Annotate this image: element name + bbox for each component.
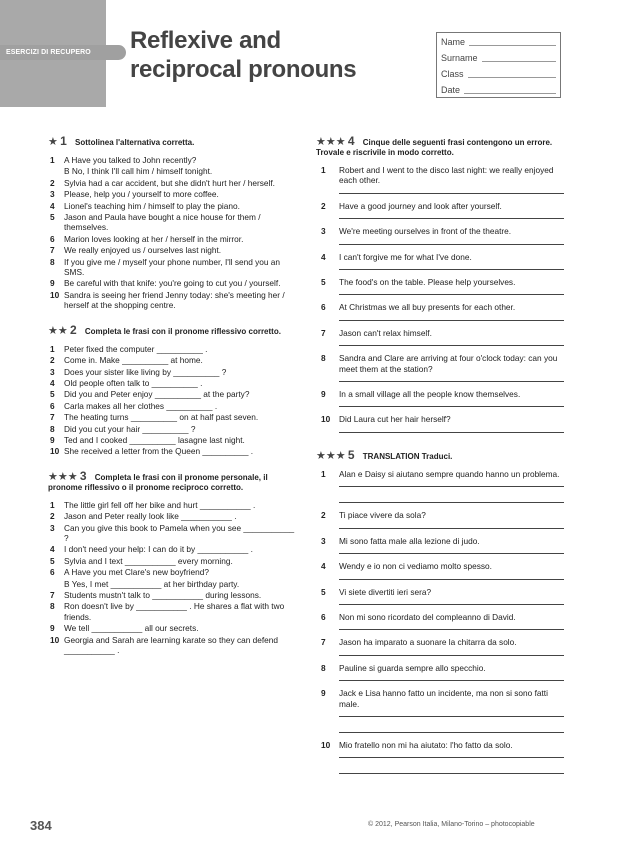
item-text: Come in. Make __________ at home. — [64, 355, 203, 366]
left-column — [48, 136, 300, 669]
item-text: B No, I think I'll call him / himself tonight. — [64, 166, 213, 177]
answer-line[interactable] — [339, 673, 564, 681]
exercise-item — [316, 201, 564, 222]
exercise-item — [48, 355, 300, 365]
item-text: Please, help you / yourself to more coffee. — [64, 189, 219, 200]
answer-line[interactable] — [339, 546, 564, 554]
title-line-2: reciprocal pronouns — [130, 56, 357, 83]
item-number: 4 — [321, 561, 326, 572]
item-text: Marion loves looking at her / herself in the mirror. — [64, 233, 244, 244]
exercise-item — [316, 328, 564, 349]
item-text: The little girl fell off her bike and hurt ___________ . — [64, 499, 256, 510]
item-text: Mi sono fatta male alla lezione di judo. — [339, 535, 480, 546]
item-text: Old people often talk to __________ . — [64, 377, 203, 388]
item-text: Sandra and Clare are arriving at four o'clock today: can you meet them at the station? — [339, 353, 558, 374]
exercise-item — [48, 590, 300, 600]
item-number: 9 — [321, 389, 326, 400]
exercise-instruction: Completa le frasi con il pronome riflessivo corretto. — [84, 326, 281, 336]
item-text: Sylvia had a car accident, but she didn't hurt her / herself. — [64, 177, 275, 188]
exercise-item — [48, 544, 300, 554]
exercise-3 — [48, 468, 300, 656]
item-number: 3 — [50, 522, 55, 533]
exercise-item — [48, 166, 300, 176]
exercise-item — [48, 257, 300, 278]
item-text: In a small village all the people know themselves. — [339, 389, 521, 400]
item-number: 8 — [321, 353, 326, 364]
page-number: 384 — [30, 818, 52, 833]
item-number: 1 — [321, 165, 326, 175]
item-text: The heating turns __________ on at half past seven. — [64, 412, 259, 423]
section-tab: ESERCIZI DI RECUPERO — [0, 45, 126, 60]
item-text: Lionel's teaching him / himself to play the piano. — [64, 200, 240, 211]
item-text: Jason and Paula have bought a nice house for them / themselves. — [64, 212, 261, 233]
exercise-3-list — [48, 500, 300, 656]
class-field[interactable]: Class — [441, 66, 556, 82]
exercise-item — [316, 688, 564, 736]
item-text: We're meeting ourselves in front of the theatre. — [339, 226, 512, 237]
exercise-3-heading — [48, 468, 300, 493]
exercise-item — [48, 389, 300, 399]
answer-line[interactable] — [339, 211, 564, 219]
item-number: 9 — [50, 278, 55, 289]
item-number: 6 — [321, 611, 326, 622]
item-number: 7 — [50, 590, 55, 600]
item-number — [48, 166, 64, 176]
exercise-item — [48, 344, 300, 354]
answer-line[interactable] — [339, 186, 564, 194]
exercise-item — [48, 623, 300, 633]
item-number: 8 — [50, 256, 55, 267]
exercise-2-list — [48, 344, 300, 457]
item-text: Sylvia and I text ___________ every morning. — [64, 555, 233, 566]
item-number: 5 — [50, 212, 55, 223]
item-number: 2 — [321, 510, 326, 521]
exercise-item — [316, 226, 564, 247]
exercise-2 — [48, 322, 300, 457]
exercise-item — [316, 389, 564, 410]
item-text: Students mustn't talk to ___________ during lessons. — [64, 590, 262, 600]
item-text: Mio fratello non mi ha aiutato: l'ho fatto da solo. — [339, 739, 513, 750]
item-text: Jason can't relax himself. — [339, 327, 432, 338]
exercise-item — [48, 435, 300, 445]
exercise-item — [48, 290, 300, 311]
item-text: Have a good journey and look after yourself. — [339, 200, 502, 211]
item-text: Ron doesn't live by ___________ . He shares a flat with two friends. — [64, 601, 285, 622]
exercise-4-heading — [316, 136, 564, 158]
exercise-item — [48, 201, 300, 211]
item-number: 10 — [50, 634, 60, 645]
item-text: Non mi sono ricordato del compleanno di David. — [339, 611, 516, 622]
item-number: 8 — [50, 601, 55, 612]
item-text: At Christmas we all buy presents for each other. — [339, 302, 516, 313]
item-number: 4 — [50, 377, 55, 388]
item-text: Be careful with that knife: you're going to cut you / yourself. — [64, 278, 281, 289]
item-number: 7 — [321, 327, 326, 338]
item-number: 2 — [321, 200, 326, 211]
exercise-item — [48, 579, 300, 589]
item-text: Vi siete divertiti ieri sera? — [339, 586, 432, 597]
answer-line[interactable] — [339, 761, 564, 774]
exercise-item — [48, 212, 300, 233]
item-number: 4 — [321, 251, 326, 262]
item-text: If you give me / myself your phone number, I'll send you an SMS. — [64, 256, 281, 278]
item-text: We tell ___________ all our secrets. — [64, 623, 199, 634]
exercise-item — [48, 424, 300, 434]
exercise-item — [48, 446, 300, 456]
exercise-item — [48, 178, 300, 188]
exercise-item — [48, 234, 300, 244]
answer-line[interactable] — [339, 313, 564, 321]
answer-line[interactable] — [339, 479, 564, 487]
exercise-item — [316, 740, 564, 777]
exercise-item — [316, 663, 564, 684]
item-number: 6 — [321, 302, 326, 313]
item-text: Carla makes all her clothes __________ . — [64, 400, 218, 411]
exercise-5 — [316, 447, 564, 777]
exercise-5-heading — [316, 447, 564, 462]
item-number: 7 — [50, 245, 55, 256]
answer-line[interactable] — [339, 338, 564, 346]
item-number: 2 — [50, 355, 55, 366]
item-number: 1 — [321, 468, 326, 479]
answer-line[interactable] — [339, 648, 564, 656]
exercise-1-heading — [48, 136, 300, 148]
exercise-number: 4 — [347, 134, 355, 148]
exercise-item — [48, 500, 300, 510]
exercise-instruction: Completa le frasi con il pronome personale, il pronome riflessivo o il pronome reciproco corretto. — [48, 472, 268, 492]
exercise-4-list — [316, 165, 564, 436]
difficulty-stars: ★★ — [48, 324, 68, 337]
exercise-item — [316, 165, 564, 197]
difficulty-stars: ★★★ — [316, 136, 346, 148]
item-number: 8 — [50, 423, 55, 434]
item-number: 3 — [50, 189, 55, 200]
exercise-1 — [48, 136, 300, 311]
exercise-number: 3 — [79, 468, 87, 483]
answer-line[interactable] — [339, 521, 564, 529]
exercise-item — [316, 637, 564, 658]
exercise-item — [48, 523, 300, 544]
item-number: 10 — [50, 446, 60, 457]
exercise-item — [48, 635, 300, 656]
item-text: A Have you talked to John recently? — [64, 155, 197, 165]
difficulty-stars: ★★★ — [48, 470, 78, 483]
item-number: 10 — [321, 414, 331, 425]
item-number: 4 — [50, 200, 55, 211]
right-column — [316, 136, 564, 791]
exercise-1-list — [48, 155, 300, 311]
item-text: The food's on the table. Please help yourselves. — [339, 277, 516, 288]
exercise-2-heading — [48, 322, 300, 337]
exercise-number: 5 — [347, 447, 355, 462]
item-number: 3 — [321, 535, 326, 546]
exercise-number: 1 — [60, 134, 67, 148]
item-number: 6 — [50, 233, 55, 244]
item-number: 10 — [50, 289, 60, 300]
exercise-item — [48, 511, 300, 521]
item-text: Alan e Daisy si aiutano sempre quando hanno un problema. — [339, 468, 560, 479]
exercise-item — [316, 414, 564, 435]
surname-field[interactable]: Surname — [441, 50, 556, 66]
item-number: 10 — [321, 739, 331, 750]
exercise-item — [316, 510, 564, 531]
item-number: 5 — [321, 586, 326, 597]
answer-line[interactable] — [339, 262, 564, 270]
item-number: 2 — [50, 511, 55, 522]
item-text: She received a letter from the Queen __________ . — [64, 446, 254, 457]
exercise-item — [48, 245, 300, 255]
item-text: Ti piace vivere da sola? — [339, 510, 426, 521]
exercise-item — [316, 612, 564, 633]
exercise-item — [48, 155, 300, 165]
item-number: 3 — [50, 366, 55, 377]
name-field[interactable]: Name — [441, 34, 556, 50]
item-text: We really enjoyed us / ourselves last night. — [64, 245, 222, 256]
exercise-instruction: TRANSLATION Traduci. — [362, 451, 453, 461]
item-number: 5 — [321, 277, 326, 288]
item-text: Jason ha imparato a suonare la chitarra da solo. — [339, 637, 517, 648]
exercise-item — [316, 252, 564, 273]
item-text: I can't forgive me for what I've done. — [339, 251, 472, 262]
exercise-item — [48, 556, 300, 566]
copyright-footer: © 2012, Pearson Italia, Milano-Torino – photocopiable — [368, 821, 535, 828]
item-number: 4 — [50, 544, 55, 555]
exercise-number: 2 — [69, 322, 77, 337]
item-number: 2 — [50, 177, 55, 188]
answer-line[interactable] — [339, 425, 564, 433]
item-text: Did you cut your hair __________ ? — [64, 423, 196, 434]
item-number — [48, 579, 64, 589]
answer-line[interactable] — [339, 622, 564, 630]
answer-line[interactable] — [339, 720, 564, 733]
exercise-item — [48, 401, 300, 411]
exercise-item — [316, 536, 564, 557]
item-number: 5 — [50, 555, 55, 566]
item-number: 1 — [50, 155, 55, 165]
item-number: 7 — [50, 412, 55, 423]
answer-line[interactable] — [339, 399, 564, 407]
exercise-item — [316, 277, 564, 298]
item-text: Jason and Peter really look like ___________ . — [64, 511, 237, 522]
exercise-item — [48, 278, 300, 288]
item-number: 1 — [50, 499, 55, 510]
answer-line[interactable] — [339, 287, 564, 295]
item-text: Did you and Peter enjoy __________ at the party? — [64, 389, 250, 400]
exercise-instruction: Cinque delle seguenti frasi contengono un errore. Trovale e riscrivile in modo corretto. — [316, 138, 553, 157]
exercise-item — [316, 302, 564, 323]
exercise-4 — [316, 136, 564, 436]
item-text: Georgia and Sarah are learning karate so they can defend ___________ . — [64, 634, 279, 656]
item-text: I don't need your help: I can do it by ___________ . — [64, 544, 253, 555]
answer-line[interactable] — [339, 709, 564, 717]
item-number: 9 — [50, 434, 55, 445]
student-info-box — [436, 32, 561, 98]
difficulty-stars: ★ — [48, 136, 58, 148]
item-text: Robert and I went to the disco last night: we really enjoyed each other. — [339, 165, 554, 186]
exercise-item — [316, 353, 564, 385]
item-text: A Have you met Clare's new boyfriend? — [64, 567, 210, 578]
item-number: 8 — [321, 662, 326, 673]
item-text: Wendy e io non ci vediamo molto spesso. — [339, 561, 492, 572]
exercise-item — [48, 567, 300, 577]
exercise-item — [48, 601, 300, 622]
item-text: Can you give this book to Pamela when you see ___________ ? — [64, 522, 295, 543]
exercise-item — [48, 189, 300, 199]
exercise-item — [48, 367, 300, 377]
item-text: Does your sister like living by __________ ? — [64, 366, 227, 377]
item-number: 1 — [50, 343, 55, 354]
item-text: Sandra is seeing her friend Jenny today: she's meeting her / herself at the shopping centre. — [64, 289, 285, 311]
answer-line[interactable] — [339, 750, 564, 758]
exercise-item — [48, 378, 300, 388]
answer-line[interactable] — [339, 490, 564, 503]
answer-line[interactable] — [339, 597, 564, 605]
exercise-item — [316, 587, 564, 608]
exercise-item — [316, 561, 564, 582]
item-number: 3 — [321, 226, 326, 237]
item-text: Peter fixed the computer __________ . — [64, 343, 208, 354]
item-number: 9 — [50, 623, 55, 634]
date-field[interactable]: Date — [441, 82, 556, 98]
item-text: Jack e Lisa hanno fatto un incidente, ma non si sono fatti male. — [339, 688, 548, 709]
item-number: 9 — [321, 688, 326, 699]
difficulty-stars: ★★★ — [316, 449, 346, 462]
item-number: 6 — [50, 567, 55, 578]
item-number: 7 — [321, 637, 326, 648]
answer-line[interactable] — [339, 572, 564, 580]
item-text: Did Laura cut her hair herself? — [339, 414, 451, 425]
answer-line[interactable] — [339, 237, 564, 245]
exercise-item — [48, 412, 300, 422]
exercise-5-list — [316, 469, 564, 777]
item-number: 6 — [50, 400, 55, 411]
title-line-1: Reflexive and — [130, 27, 281, 54]
exercise-item — [316, 469, 564, 506]
item-text: Pauline si guarda sempre allo specchio. — [339, 662, 486, 673]
answer-line[interactable] — [339, 374, 564, 382]
item-text: Ted and I cooked __________ lasagne last night. — [64, 434, 245, 445]
page-title — [130, 26, 410, 84]
exercise-instruction: Sottolinea l'alternativa corretta. — [75, 138, 195, 147]
item-text: B Yes, I met ___________ at her birthday party. — [64, 578, 240, 589]
item-number: 5 — [50, 389, 55, 400]
